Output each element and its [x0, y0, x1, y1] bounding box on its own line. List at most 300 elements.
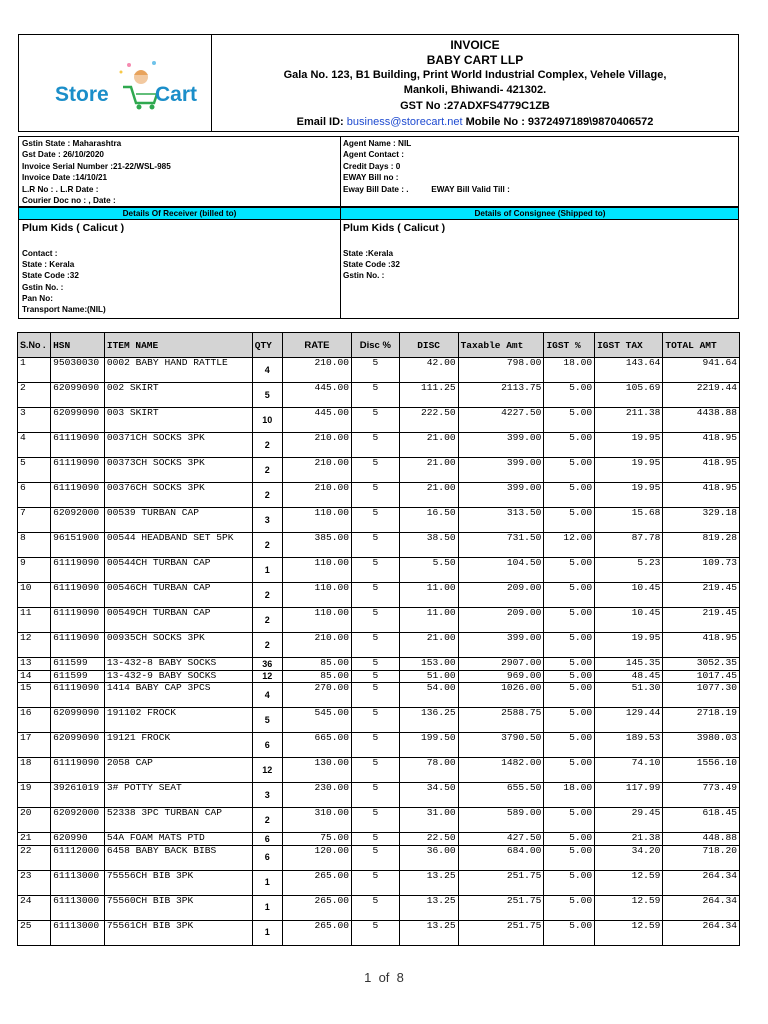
cell-igst-tax: 19.95 — [595, 633, 663, 658]
cell-taxable-amt: 1026.00 — [458, 683, 544, 708]
cell-taxable-amt: 1482.00 — [458, 758, 544, 783]
cell-igst-tax: 189.53 — [595, 733, 663, 758]
cell-rate: 110.00 — [282, 608, 351, 633]
cell-taxable-amt: 209.00 — [458, 583, 544, 608]
gst-number: GST No :27ADXFS4779C1ZB — [400, 100, 550, 112]
cell-disc: 111.25 — [399, 383, 458, 408]
cell-igst-tax: 105.69 — [595, 383, 663, 408]
table-row — [18, 683, 740, 708]
cell-disc-pct: 5 — [352, 383, 400, 408]
cell-taxable-amt: 251.75 — [458, 870, 544, 895]
items-table — [17, 332, 740, 946]
cell-qty: 2 — [252, 583, 282, 608]
cell-item-name: 3# POTTY SEAT — [104, 783, 252, 808]
cell-igst-tax: 12.59 — [595, 895, 663, 920]
cell-item-name: 002 SKIRT — [104, 383, 252, 408]
cell-disc: 21.00 — [399, 483, 458, 508]
col-igst-tax: IGST TAX — [595, 333, 663, 358]
table-row — [18, 783, 740, 808]
cell-qty: 4 — [252, 358, 282, 383]
cell-disc: 21.00 — [399, 458, 458, 483]
cell-igst-pct: 5.00 — [544, 658, 595, 671]
table-header-row — [18, 333, 740, 358]
consignee-bar-label: Details of Consignee (Shipped to) — [474, 209, 606, 218]
cell-sno: 3 — [18, 408, 51, 433]
cell-hsn: 61113000 — [51, 895, 105, 920]
receiver-pan: Pan No: — [22, 293, 53, 303]
cell-qty: 2 — [252, 483, 282, 508]
cell-hsn: 62092000 — [51, 808, 105, 833]
cell-igst-tax: 12.59 — [595, 920, 663, 945]
cell-total-amt: 1556.10 — [663, 758, 740, 783]
cell-sno: 4 — [18, 433, 51, 458]
cell-igst-tax: 117.99 — [595, 783, 663, 808]
cell-sno: 20 — [18, 808, 51, 833]
cell-disc-pct: 5 — [352, 558, 400, 583]
cell-hsn: 611599 — [51, 658, 105, 671]
cell-sno: 22 — [18, 845, 51, 870]
cell-igst-tax: 29.45 — [595, 808, 663, 833]
cell-taxable-amt: 4227.50 — [458, 408, 544, 433]
cell-taxable-amt: 399.00 — [458, 458, 544, 483]
cell-hsn: 62099090 — [51, 733, 105, 758]
table-row — [18, 808, 740, 833]
cell-igst-tax: 51.30 — [595, 683, 663, 708]
cell-qty: 3 — [252, 508, 282, 533]
table-row — [18, 358, 740, 383]
cell-hsn: 61119090 — [51, 558, 105, 583]
table-row — [18, 758, 740, 783]
cell-disc-pct: 5 — [352, 683, 400, 708]
col-taxable-amt: Taxable Amt — [458, 333, 544, 358]
cell-disc-pct: 5 — [352, 870, 400, 895]
cell-total-amt: 3052.35 — [663, 658, 740, 671]
cell-total-amt: 219.45 — [663, 608, 740, 633]
cell-igst-tax: 129.44 — [595, 708, 663, 733]
cell-igst-tax: 211.38 — [595, 408, 663, 433]
cell-taxable-amt: 2588.75 — [458, 708, 544, 733]
receiver-info — [22, 248, 106, 315]
cell-disc: 42.00 — [399, 358, 458, 383]
cell-disc-pct: 5 — [352, 670, 400, 683]
cell-igst-pct: 5.00 — [544, 383, 595, 408]
cell-total-amt: 1077.30 — [663, 683, 740, 708]
cell-rate: 210.00 — [282, 358, 351, 383]
cell-total-amt: 109.73 — [663, 558, 740, 583]
cell-qty: 6 — [252, 845, 282, 870]
col-sno: S.No . — [18, 333, 51, 358]
cell-disc-pct: 5 — [352, 733, 400, 758]
cell-rate: 110.00 — [282, 508, 351, 533]
receiver-transport: Transport Name:(NIL) — [22, 305, 106, 315]
cell-igst-pct: 5.00 — [544, 733, 595, 758]
cell-disc: 38.50 — [399, 533, 458, 558]
meta-courier: Courier Doc no : , Date : — [22, 196, 116, 206]
cell-disc-pct: 5 — [352, 483, 400, 508]
cell-sno: 2 — [18, 383, 51, 408]
cell-igst-pct: 5.00 — [544, 558, 595, 583]
cell-igst-tax: 5.23 — [595, 558, 663, 583]
cell-sno: 9 — [18, 558, 51, 583]
col-rate: RATE — [282, 333, 351, 358]
cell-qty: 6 — [252, 733, 282, 758]
cell-rate: 265.00 — [282, 870, 351, 895]
cell-taxable-amt: 731.50 — [458, 533, 544, 558]
table-row — [18, 383, 740, 408]
table-row — [18, 508, 740, 533]
cell-total-amt: 1017.45 — [663, 670, 740, 683]
cell-disc: 54.00 — [399, 683, 458, 708]
cell-rate: 665.00 — [282, 733, 351, 758]
receiver-name: Plum Kids ( Calicut ) — [22, 222, 125, 234]
cell-disc-pct: 5 — [352, 845, 400, 870]
cell-hsn: 61119090 — [51, 608, 105, 633]
page-current: 1 — [364, 970, 372, 985]
storecart-logo — [19, 35, 212, 131]
cell-qty: 36 — [252, 658, 282, 671]
meta-left — [22, 138, 171, 206]
cell-sno: 12 — [18, 633, 51, 658]
cell-qty: 12 — [252, 758, 282, 783]
cell-taxable-amt: 684.00 — [458, 845, 544, 870]
cell-rate: 85.00 — [282, 658, 351, 671]
cell-item-name: 00544CH TURBAN CAP — [104, 558, 252, 583]
cell-item-name: 00935CH SOCKS 3PK — [104, 633, 252, 658]
meta-invoice-serial: Invoice Serial Number :21-22/WSL-985 — [22, 161, 171, 171]
cell-rate: 265.00 — [282, 895, 351, 920]
cell-rate: 210.00 — [282, 458, 351, 483]
cell-disc-pct: 5 — [352, 533, 400, 558]
cell-total-amt: 264.34 — [663, 920, 740, 945]
cell-hsn: 61119090 — [51, 458, 105, 483]
cell-igst-tax: 10.45 — [595, 608, 663, 633]
cell-rate: 230.00 — [282, 783, 351, 808]
cell-total-amt: 773.49 — [663, 783, 740, 808]
cell-taxable-amt: 313.50 — [458, 508, 544, 533]
meta-credit-days: Credit Days : 0 — [343, 161, 401, 171]
cell-disc: 13.25 — [399, 895, 458, 920]
cell-igst-pct: 18.00 — [544, 783, 595, 808]
cell-hsn: 61119090 — [51, 433, 105, 458]
cell-igst-pct: 5.00 — [544, 920, 595, 945]
cell-sno: 7 — [18, 508, 51, 533]
cell-disc-pct: 5 — [352, 433, 400, 458]
cell-taxable-amt: 798.00 — [458, 358, 544, 383]
invoice-meta — [18, 136, 739, 207]
cell-item-name: 13-432-8 BABY SOCKS — [104, 658, 252, 671]
cell-igst-tax: 145.35 — [595, 658, 663, 671]
cell-sno: 21 — [18, 833, 51, 846]
cell-sno: 14 — [18, 670, 51, 683]
cell-rate: 210.00 — [282, 433, 351, 458]
cell-disc-pct: 5 — [352, 458, 400, 483]
company-details — [212, 35, 738, 131]
cell-disc: 13.25 — [399, 870, 458, 895]
cell-total-amt: 2219.44 — [663, 383, 740, 408]
cell-igst-tax: 48.45 — [595, 670, 663, 683]
cell-rate: 75.00 — [282, 833, 351, 846]
col-item-name: ITEM NAME — [104, 333, 252, 358]
meta-eway-bill-no: EWAY Bill no : — [343, 173, 399, 183]
cell-qty: 3 — [252, 783, 282, 808]
cell-qty: 1 — [252, 895, 282, 920]
table-row — [18, 845, 740, 870]
cell-qty: 10 — [252, 408, 282, 433]
cell-item-name: 003 SKIRT — [104, 408, 252, 433]
receiver-contact: Contact : — [22, 249, 58, 258]
cell-qty: 2 — [252, 433, 282, 458]
cell-disc: 153.00 — [399, 658, 458, 671]
cell-igst-tax: 15.68 — [595, 508, 663, 533]
table-row — [18, 658, 740, 671]
cell-taxable-amt: 251.75 — [458, 920, 544, 945]
table-row — [18, 833, 740, 846]
cell-rate: 270.00 — [282, 683, 351, 708]
cell-sno: 25 — [18, 920, 51, 945]
cell-igst-pct: 5.00 — [544, 833, 595, 846]
page-total: 8 — [396, 970, 404, 985]
col-disc-pct: Disc % — [352, 333, 400, 358]
cell-item-name: 6458 BABY BACK BIBS — [104, 845, 252, 870]
cell-total-amt: 448.88 — [663, 833, 740, 846]
receiver-gstin: Gstin No. : — [22, 282, 64, 292]
cell-item-name: 00376CH SOCKS 3PK — [104, 483, 252, 508]
cell-hsn: 96151900 — [51, 533, 105, 558]
cell-item-name: 75560CH BIB 3PK — [104, 895, 252, 920]
cell-igst-tax: 12.59 — [595, 870, 663, 895]
cell-taxable-amt: 399.00 — [458, 483, 544, 508]
cell-sno: 18 — [18, 758, 51, 783]
cell-disc-pct: 5 — [352, 608, 400, 633]
cell-item-name: 75561CH BIB 3PK — [104, 920, 252, 945]
cell-disc-pct: 5 — [352, 508, 400, 533]
cell-item-name: 0002 BABY HAND RATTLE — [104, 358, 252, 383]
cell-hsn: 62099090 — [51, 708, 105, 733]
cell-disc-pct: 5 — [352, 895, 400, 920]
cell-hsn: 62099090 — [51, 383, 105, 408]
cell-igst-pct: 5.00 — [544, 758, 595, 783]
cart-icon — [123, 87, 158, 103]
cell-igst-tax: 10.45 — [595, 583, 663, 608]
cell-disc-pct: 5 — [352, 708, 400, 733]
cell-total-amt: 4438.88 — [663, 408, 740, 433]
cell-disc-pct: 5 — [352, 633, 400, 658]
cell-qty: 2 — [252, 608, 282, 633]
cell-item-name: 13-432-9 BABY SOCKS — [104, 670, 252, 683]
cell-total-amt: 2718.19 — [663, 708, 740, 733]
logo-word-store: Store — [55, 83, 109, 106]
cell-item-name: 1414 BABY CAP 3PCS — [104, 683, 252, 708]
cell-taxable-amt: 969.00 — [458, 670, 544, 683]
cell-igst-pct: 5.00 — [544, 483, 595, 508]
cell-hsn: 39261019 — [51, 783, 105, 808]
logo-graphic — [19, 35, 211, 131]
cell-igst-tax: 19.95 — [595, 458, 663, 483]
cell-item-name: 75556CH BIB 3PK — [104, 870, 252, 895]
cell-sno: 23 — [18, 870, 51, 895]
cell-igst-pct: 5.00 — [544, 808, 595, 833]
cell-igst-pct: 5.00 — [544, 845, 595, 870]
consignee-name: Plum Kids ( Calicut ) — [343, 222, 446, 234]
cell-igst-pct: 5.00 — [544, 458, 595, 483]
cell-total-amt: 418.95 — [663, 483, 740, 508]
cell-item-name: 00546CH TURBAN CAP — [104, 583, 252, 608]
cell-sno: 16 — [18, 708, 51, 733]
cell-igst-tax: 19.95 — [595, 433, 663, 458]
cell-total-amt: 264.34 — [663, 895, 740, 920]
col-igst-pct: IGST % — [544, 333, 595, 358]
cell-total-amt: 418.95 — [663, 458, 740, 483]
cell-sno: 13 — [18, 658, 51, 671]
cell-taxable-amt: 104.50 — [458, 558, 544, 583]
cell-sno: 24 — [18, 895, 51, 920]
cell-qty: 2 — [252, 633, 282, 658]
cell-sno: 1 — [18, 358, 51, 383]
cell-disc-pct: 5 — [352, 358, 400, 383]
cell-igst-pct: 18.00 — [544, 358, 595, 383]
cell-total-amt: 819.28 — [663, 533, 740, 558]
cell-hsn: 95030030 — [51, 358, 105, 383]
address-line-1: Gala No. 123, B1 Building, Print World Industrial Complex, Vehele Village, — [283, 69, 667, 81]
company-name: BABY CART LLP — [426, 53, 524, 67]
cell-qty: 1 — [252, 558, 282, 583]
cell-rate: 120.00 — [282, 845, 351, 870]
cell-hsn: 61119090 — [51, 633, 105, 658]
cell-igst-pct: 5.00 — [544, 633, 595, 658]
meta-lr: L.R No : . L.R Date : — [22, 184, 99, 194]
cell-igst-pct: 5.00 — [544, 895, 595, 920]
table-row — [18, 670, 740, 683]
party-details — [18, 219, 739, 319]
cell-igst-tax: 34.20 — [595, 845, 663, 870]
cell-disc-pct: 5 — [352, 920, 400, 945]
cell-sno: 10 — [18, 583, 51, 608]
cell-item-name: 00539 TURBAN CAP — [104, 508, 252, 533]
cell-qty: 5 — [252, 383, 282, 408]
cell-sno: 11 — [18, 608, 51, 633]
receiver-state: State : Kerala — [22, 260, 75, 270]
table-row — [18, 608, 740, 633]
page-of: of — [378, 970, 390, 985]
cell-rate: 385.00 — [282, 533, 351, 558]
cell-total-amt: 418.95 — [663, 633, 740, 658]
cell-qty: 2 — [252, 533, 282, 558]
cell-qty: 12 — [252, 670, 282, 683]
cell-total-amt: 264.34 — [663, 870, 740, 895]
table-row — [18, 708, 740, 733]
cell-igst-tax: 21.38 — [595, 833, 663, 846]
table-row — [18, 733, 740, 758]
cell-disc: 36.00 — [399, 845, 458, 870]
consignee-gstin: Gstin No. : — [343, 271, 385, 281]
cell-rate: 545.00 — [282, 708, 351, 733]
baby-hair-icon — [134, 70, 148, 75]
cell-sno: 19 — [18, 783, 51, 808]
cell-taxable-amt: 251.75 — [458, 895, 544, 920]
cell-sno: 5 — [18, 458, 51, 483]
cell-disc: 22.50 — [399, 833, 458, 846]
cell-hsn: 62099090 — [51, 408, 105, 433]
cell-disc: 31.00 — [399, 808, 458, 833]
cell-igst-tax: 143.64 — [595, 358, 663, 383]
meta-right — [343, 138, 510, 195]
cell-igst-pct: 5.00 — [544, 683, 595, 708]
cell-hsn: 61119090 — [51, 683, 105, 708]
meta-agent-name: Agent Name : NIL — [343, 139, 412, 148]
cell-total-amt: 418.95 — [663, 433, 740, 458]
cell-igst-pct: 5.00 — [544, 408, 595, 433]
cell-sno: 8 — [18, 533, 51, 558]
cell-taxable-amt: 3790.50 — [458, 733, 544, 758]
items-table-body — [18, 358, 740, 946]
cell-igst-pct: 5.00 — [544, 608, 595, 633]
cell-disc: 13.25 — [399, 920, 458, 945]
cell-hsn: 611599 — [51, 670, 105, 683]
cell-taxable-amt: 399.00 — [458, 633, 544, 658]
meta-agent-contact: Agent Contact : — [343, 150, 404, 160]
cell-taxable-amt: 427.50 — [458, 833, 544, 846]
cell-disc-pct: 5 — [352, 658, 400, 671]
cell-igst-pct: 5.00 — [544, 583, 595, 608]
cell-disc: 51.00 — [399, 670, 458, 683]
cell-rate: 210.00 — [282, 633, 351, 658]
cell-total-amt: 329.18 — [663, 508, 740, 533]
cell-taxable-amt: 399.00 — [458, 433, 544, 458]
cell-igst-pct: 5.00 — [544, 433, 595, 458]
cell-item-name: 19121 FROCK — [104, 733, 252, 758]
meta-gstin-state: Gstin State : Maharashtra — [22, 139, 122, 148]
table-row — [18, 895, 740, 920]
cell-igst-tax: 87.78 — [595, 533, 663, 558]
consignee-info — [343, 248, 400, 282]
cell-disc-pct: 5 — [352, 783, 400, 808]
cell-disc-pct: 5 — [352, 758, 400, 783]
cell-sno: 17 — [18, 733, 51, 758]
cell-rate: 445.00 — [282, 383, 351, 408]
email-link[interactable]: business@storecart.net — [346, 116, 463, 128]
cell-disc: 222.50 — [399, 408, 458, 433]
table-row — [18, 870, 740, 895]
cell-disc: 21.00 — [399, 633, 458, 658]
email-label: Email ID: — [296, 116, 344, 128]
cell-hsn: 61112000 — [51, 845, 105, 870]
cell-hsn: 620990 — [51, 833, 105, 846]
cell-item-name: 191102 FROCK — [104, 708, 252, 733]
cell-taxable-amt: 589.00 — [458, 808, 544, 833]
cell-item-name: 00549CH TURBAN CAP — [104, 608, 252, 633]
cell-disc-pct: 5 — [352, 833, 400, 846]
cell-disc: 199.50 — [399, 733, 458, 758]
cell-sno: 15 — [18, 683, 51, 708]
cell-hsn: 61119090 — [51, 583, 105, 608]
cell-disc: 11.00 — [399, 583, 458, 608]
cell-qty: 6 — [252, 833, 282, 846]
cell-disc: 16.50 — [399, 508, 458, 533]
mobile-number: Mobile No : 9372497189\9870406572 — [465, 116, 654, 128]
consignee-state: State :Kerala — [343, 249, 394, 258]
col-total-amt: TOTAL AMT — [663, 333, 740, 358]
logo-word-cart: Cart — [155, 83, 198, 106]
cell-rate: 445.00 — [282, 408, 351, 433]
meta-invoice-date: Invoice Date :14/10/21 — [22, 173, 108, 183]
cell-rate: 110.00 — [282, 558, 351, 583]
cell-igst-pct: 12.00 — [544, 533, 595, 558]
cell-total-amt: 941.64 — [663, 358, 740, 383]
cell-taxable-amt: 655.50 — [458, 783, 544, 808]
cell-igst-pct: 5.00 — [544, 508, 595, 533]
cell-total-amt: 3980.03 — [663, 733, 740, 758]
cell-disc-pct: 5 — [352, 808, 400, 833]
